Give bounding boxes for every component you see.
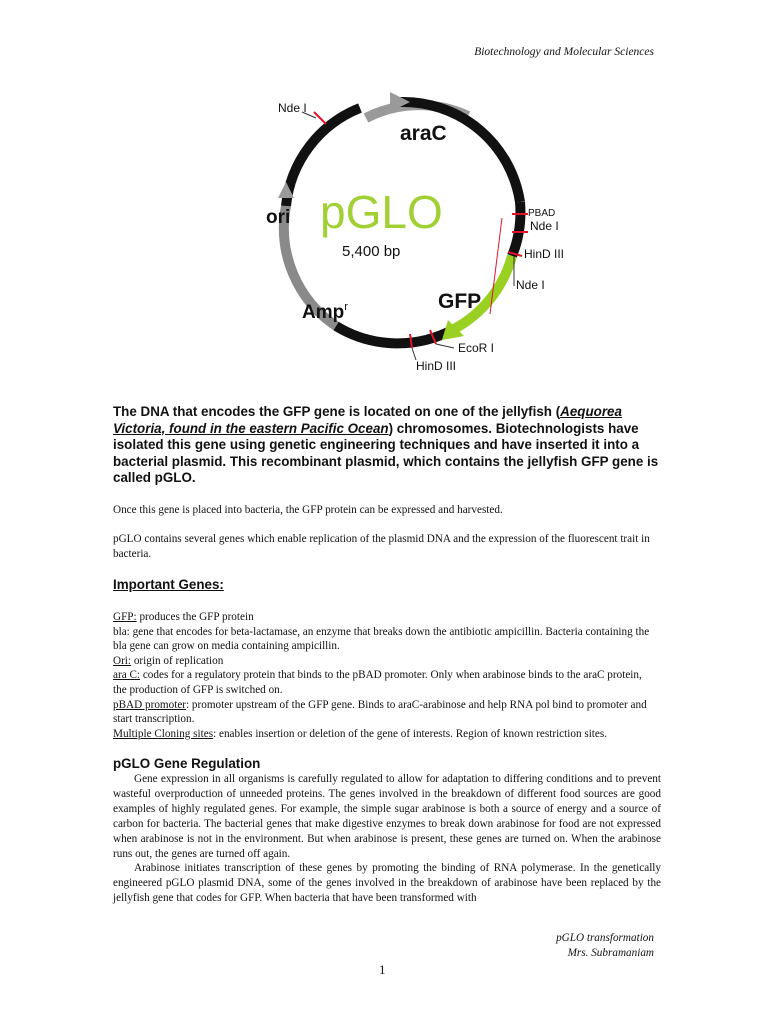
site-marker bbox=[490, 218, 502, 314]
page-number: 1 bbox=[379, 962, 386, 977]
footer-title: pGLO transformation bbox=[556, 932, 654, 944]
intro-text-2: ) chromosomes. Biotechnologists have isolated this gene using genetic engineering techniques and have inserted it into a bacterial plasmid. This recombinant plasmid, which contains the jellyfish GFP gene is called pGLO. bbox=[113, 420, 659, 485]
label-amp: Amp$^r$ bbox=[302, 301, 348, 323]
label-nde1-lower: Nde I bbox=[516, 278, 545, 292]
important-genes-heading: Important Genes: bbox=[113, 577, 224, 592]
running-header: Biotechnology and Molecular Sciences bbox=[474, 46, 654, 58]
label-hind3-bottom: HinD III bbox=[416, 359, 457, 373]
gene-item-ori: Ori: origin of replication bbox=[113, 654, 224, 667]
plasmid-map-diagram bbox=[250, 86, 570, 386]
regulation-body bbox=[113, 772, 661, 906]
intro-text-1: The DNA that encodes the GFP gene is located on one of the jellyfish ( bbox=[113, 404, 561, 419]
gene-regulation-heading: pGLO Gene Regulation bbox=[113, 756, 261, 771]
leader-line bbox=[436, 344, 454, 348]
label-nde1-top: Nde I bbox=[278, 101, 307, 115]
gene-item-pbad: pBAD promoter: promoter upstream of the GFP gene. Binds to araC-arabinose and help RNA pol bind to promoter and start transcription. bbox=[113, 698, 647, 726]
label-ori: ori bbox=[266, 207, 291, 228]
plasmid-title: pGLO bbox=[320, 186, 443, 238]
label-gfp: GFP bbox=[438, 290, 482, 313]
plasmid-size: 5,400 bp bbox=[342, 243, 401, 260]
regulation-paragraph-1: Gene expression in all organisms is carefully regulated to allow for adaptation to differing conditions and to prevent wasteful overproduction of unneeded proteins. The genes involved in the breakdown of different food sources are good examples of highly regulated genes. For example, the simple sugar arabinose is both a source of energy and a source of carbon for bacteria. The bacterial genes that make digestive enzymes to break down arabinose for food are not expressed when arabinose is not in the environment. But when arabinose is present, these genes are turned on. When the arabinose runs out, the genes are turned off again. bbox=[113, 773, 661, 860]
paragraph-expression: Once this gene is placed into bacteria, the GFP protein can be expressed and harvested. bbox=[113, 504, 503, 516]
ring-segment-bottom bbox=[336, 326, 454, 343]
label-arac: araC bbox=[400, 122, 447, 145]
gene-item-bla: bla: gene that encodes for beta-lactamase, an enzyme that breaks down the antibiotic ampicillin. Bacteria containing the bla gene can grow on media containing ampicillin. bbox=[113, 625, 650, 653]
page-footer bbox=[556, 931, 654, 961]
gene-item-arac: ara C: codes for a regulatory protein that binds to the pBAD promoter. Only when arabinose binds to the araC protein, the production of GFP is switched on. bbox=[113, 669, 642, 696]
gene-list bbox=[113, 610, 653, 741]
paragraph-pglo-genes: pGLO contains several genes which enable replication of the plasmid DNA and the expression of the fluorescent trait in bacteria. bbox=[113, 533, 650, 560]
label-ecor1: EcoR I bbox=[458, 341, 495, 355]
gene-item-mcs: Multiple Cloning sites: enables insertion or deletion of the gene of interests. Region of known restriction sites. bbox=[113, 727, 608, 740]
intro-paragraph bbox=[113, 404, 673, 487]
intro-species-emphasis: Aequorea Victoria, found in the eastern Pacific Ocean bbox=[113, 404, 622, 436]
ring-segment-mcs bbox=[512, 202, 520, 256]
gene-item-gfp: GFP: produces the GFP protein bbox=[113, 611, 254, 623]
regulation-paragraph-2: Arabinose initiates transcription of these genes by promoting the binding of RNA polymerase. In the genetically engineered pGLO plasmid DNA, some of the genes involved in the breakdown of arabinose have been replaced by the jellyfish gene that codes for GFP. When bacteria that have been transformed with bbox=[113, 862, 661, 905]
footer-author: Mrs. Subramaniam bbox=[567, 947, 654, 959]
label-nde1-right: Nde I bbox=[530, 219, 559, 233]
label-pbad: PBAD bbox=[528, 208, 556, 219]
label-hind3-right: HinD III bbox=[524, 247, 565, 261]
